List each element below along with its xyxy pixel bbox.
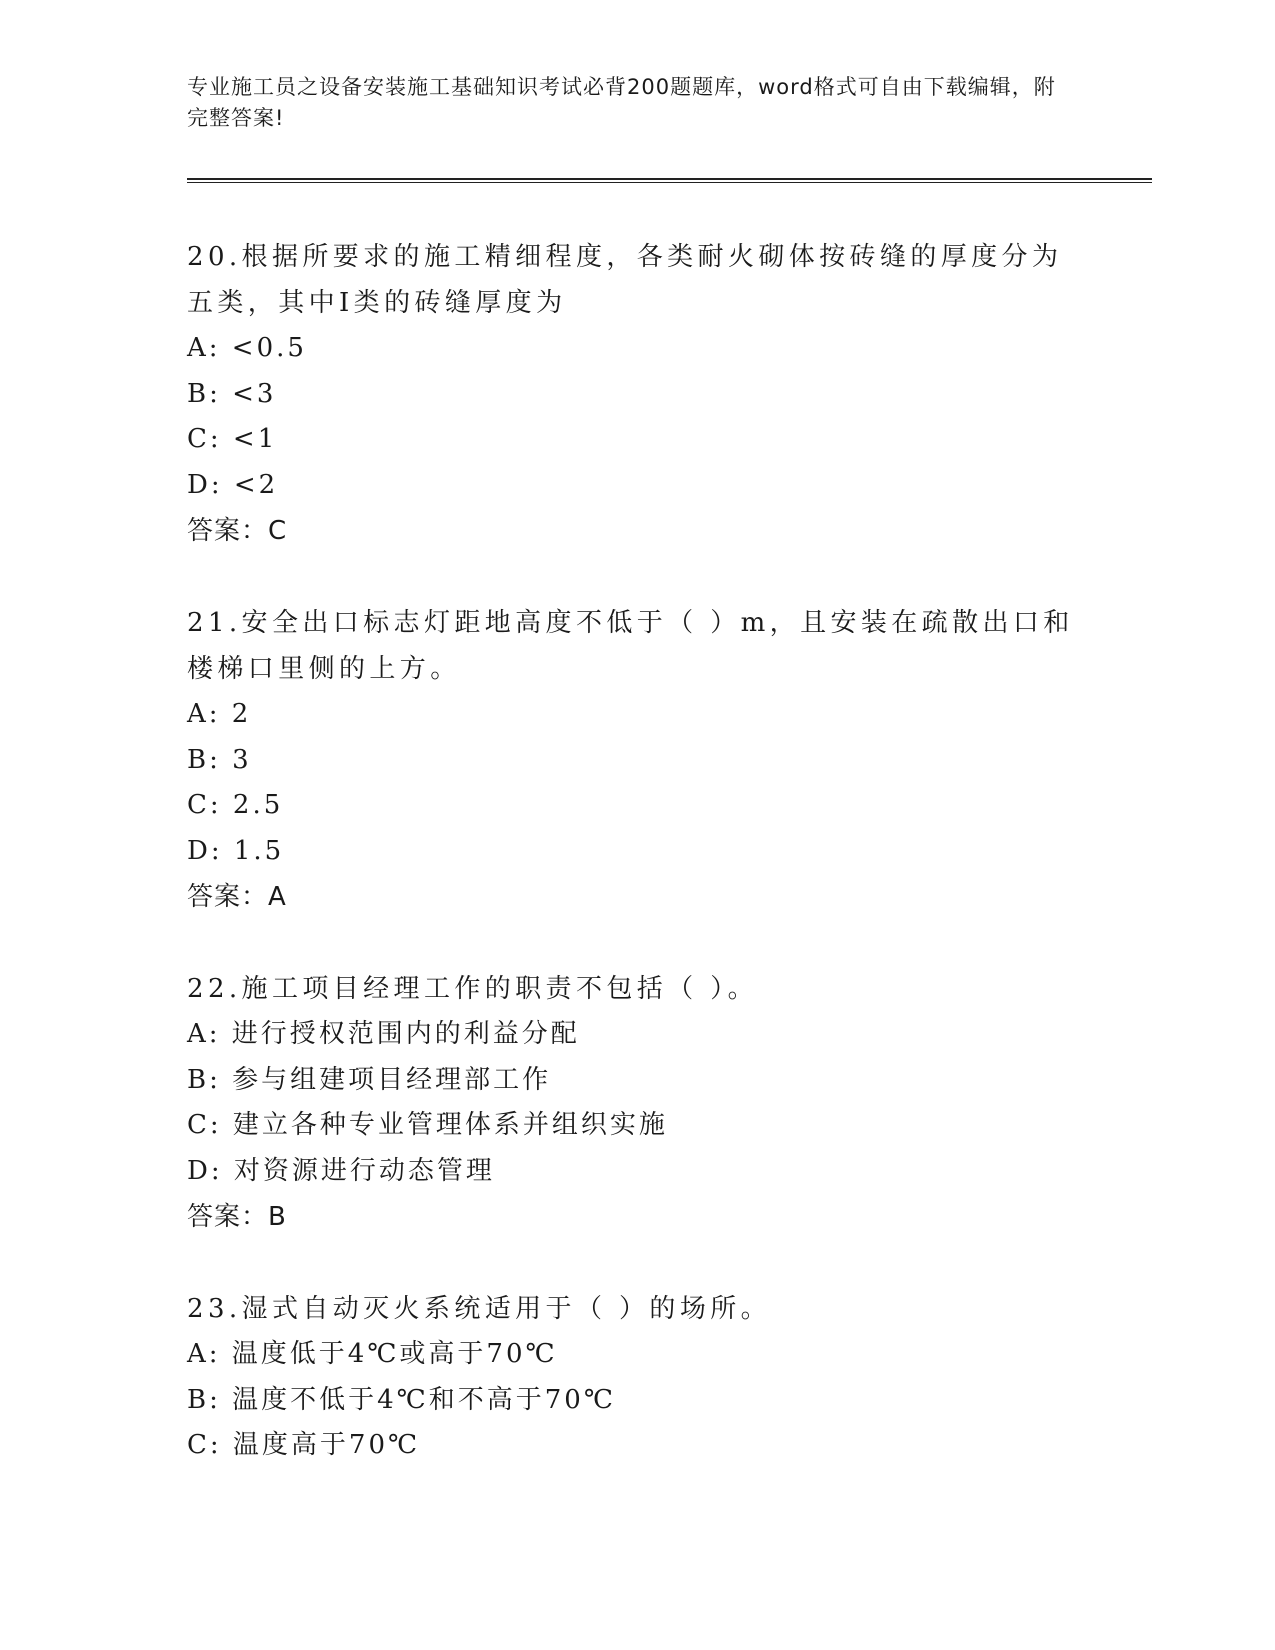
answer-line: 答案：A xyxy=(187,882,287,912)
header-rule-thick xyxy=(187,178,1152,180)
option-b: B: 参与组建项目经理部工作 xyxy=(187,1064,552,1095)
header-rule-thin xyxy=(187,182,1152,183)
document-header: 专业施工员之设备安装施工基础知识考试必背200题题库，word格式可自由下载编辑，附完整答案! xyxy=(187,75,1056,130)
question-text: 20.根据所要求的施工精细程度，各类耐火砌体按砖缝的厚度分为五类，其中Ⅰ类的砖缝厚度为 xyxy=(187,242,1063,318)
option-c: C: 温度高于70℃ xyxy=(187,1430,421,1460)
option-a: A: <0.5 xyxy=(187,333,307,363)
question-22 xyxy=(187,966,1087,1240)
option-b: B: <3 xyxy=(187,378,277,409)
option-a: A: 进行授权范围内的利益分配 xyxy=(187,1019,580,1049)
question-23 xyxy=(187,1286,1087,1469)
question-21 xyxy=(187,600,1087,920)
option-d: D: 1.5 xyxy=(187,835,285,866)
question-20 xyxy=(187,234,1087,554)
answer-line: 答案：C xyxy=(187,516,288,546)
answer-line: 答案：B xyxy=(187,1202,287,1232)
question-list xyxy=(187,234,1087,1515)
option-b: B: 温度不低于4℃和不高于70℃ xyxy=(187,1384,616,1415)
option-c: C: 2.5 xyxy=(187,790,284,820)
option-a: A: 2 xyxy=(187,699,252,729)
option-c: C: <1 xyxy=(187,424,278,454)
option-a: A: 温度低于4℃或高于70℃ xyxy=(187,1339,558,1369)
question-text: 21.安全出口标志灯距地高度不低于（ ）m，且安装在疏散出口和楼梯口里侧的上方。 xyxy=(187,608,1074,684)
option-d: D: <2 xyxy=(187,469,279,500)
option-c: C: 建立各种专业管理体系并组织实施 xyxy=(187,1110,668,1140)
question-text: 22.施工项目经理工作的职责不包括（ ）。 xyxy=(187,974,759,1004)
question-text: 23.湿式自动灭火系统适用于（ ）的场所。 xyxy=(187,1294,772,1324)
option-d: D: 对资源进行动态管理 xyxy=(187,1155,495,1186)
option-b: B: 3 xyxy=(187,744,252,775)
